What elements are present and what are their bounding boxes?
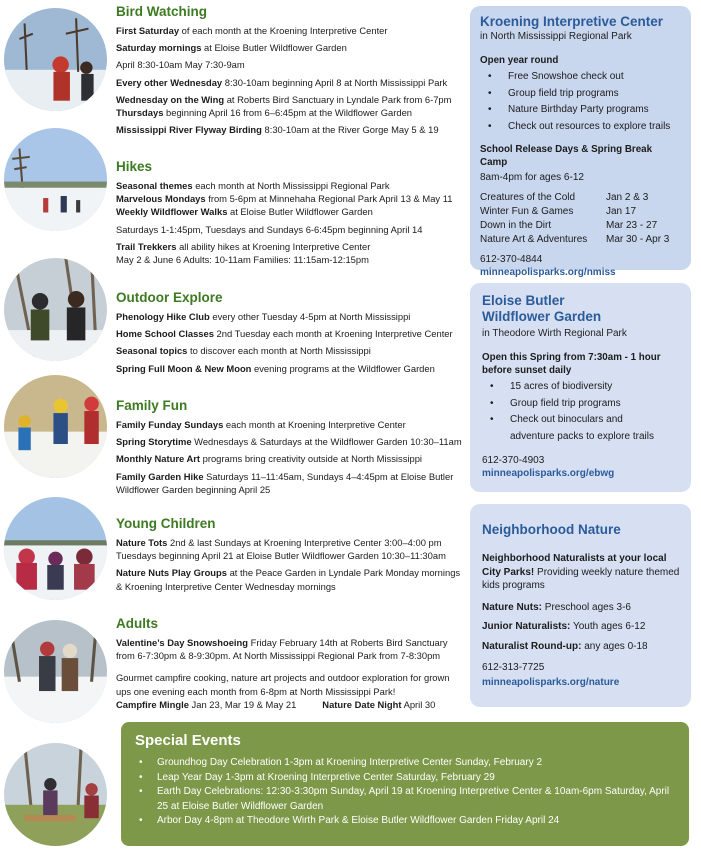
- list-item: Monthly Nature Art programs bring creativity outside at North Mississippi: [116, 453, 422, 465]
- section-heading: Special Events: [135, 732, 241, 749]
- card-title: Kroening Interpretive Center: [480, 14, 664, 29]
- list-item: April 8:30-10am May 7:30-9am: [116, 59, 245, 71]
- list-item: • Group field trip programs: [488, 86, 681, 103]
- list-item: • Check out binoculars and adventure packs to explore trails: [490, 412, 670, 445]
- section-heading: Family Fun: [116, 398, 188, 413]
- hikes-section: [116, 159, 466, 270]
- young-children-section: [116, 516, 466, 597]
- events-list: [139, 756, 675, 829]
- adults-photo: [4, 620, 107, 723]
- schedule-name: Nature Art & Adventures: [480, 234, 588, 246]
- card-text: Nature Nuts: Preschool ages 3-6: [482, 601, 631, 613]
- card-text: 8am-4pm for ages 6-12: [480, 172, 584, 183]
- list-item: Spring Full Moon & New Moon evening programs at the Wildflower Garden: [116, 362, 435, 374]
- card-text: Junior Naturalists: Youth ages 6-12: [482, 621, 646, 632]
- list-item: Mississippi River Flyway Birding 8:30-10am at the River Gorge May 5 & 19: [116, 124, 439, 136]
- special-events-panel: [121, 722, 689, 846]
- card-heading: Open this Spring from 7:30am - 1 hour before sunset daily: [482, 352, 661, 376]
- section-heading: Bird Watching: [116, 4, 207, 19]
- schedule-table: [480, 191, 681, 248]
- kroening-card: [470, 6, 691, 278]
- list-item: Every other Wednesday 8:30-10am beginning April 8 at North Mississippi Park: [116, 76, 448, 88]
- schedule-name: Down in the Dirt: [480, 219, 552, 231]
- schedule-date: Mar 30 - Apr 3: [606, 234, 670, 246]
- list-item: Saturday mornings at Eloise Butler Wildflower Garden: [116, 42, 347, 54]
- list-item: • Groundhog Day Celebration 1-3pm at Kroening Interpretive Center Sunday, February 2: [139, 756, 675, 771]
- schedule-name: Creatures of the Cold: [480, 191, 576, 203]
- card-heading: School Release Days & Spring Break Camp: [480, 144, 653, 168]
- phone: 612-370-4844: [480, 254, 543, 266]
- card-intro: Neighborhood Naturalists at your local City Parks! Providing weekly nature themed kids programs: [482, 553, 680, 591]
- list-item: • Leap Year Day 1-3pm at Kroening Interpretive Center Saturday, February 29: [139, 771, 675, 786]
- phone: 612-313-7725: [482, 662, 545, 673]
- section-heading: Adults: [116, 616, 158, 631]
- outdoor-explore-section: [116, 290, 466, 379]
- neighborhood-card: [470, 504, 691, 707]
- card-list: [488, 69, 681, 135]
- list-item: Trail Trekkers all ability hikes at Kroening Interpretive Center May 2 & June 6 Adults: 10-11am Families: 11:15am-12:15pm: [116, 240, 371, 266]
- list-item: Campfire Mingle Jan 23, Mar 19 & May 21 Nature Date Night April 30: [116, 698, 436, 710]
- card-list: [490, 379, 681, 445]
- list-item: Spring Storytime Wednesdays & Saturdays at the Wildflower Garden 10:30–11am: [116, 436, 462, 448]
- schedule-date: Jan 17: [606, 205, 637, 217]
- list-item: First Saturday of each month at the Kroening Interpretive Center: [116, 25, 388, 36]
- family-fun-section: [116, 398, 466, 500]
- schedule-date: Jan 2 & 3: [606, 191, 649, 203]
- young-children-photo: [4, 497, 107, 600]
- family-fun-photo: [4, 375, 107, 478]
- schedule-name: Winter Fun & Games: [480, 205, 574, 217]
- eloise-card: [470, 283, 691, 492]
- card-heading: Open year round: [480, 55, 559, 66]
- website-link[interactable]: minneapolisparks.org/nature: [482, 676, 620, 688]
- section-heading: Outdoor Explore: [116, 290, 223, 305]
- website-link[interactable]: minneapolisparks.org/ebwg: [482, 467, 615, 479]
- list-item: Nature Nuts Play Groups at the Peace Garden in Lyndale Park Monday mornings & Kroening Interpretive Center Wednesday mornings: [116, 567, 461, 592]
- list-item: Wednesday on the Wing at Roberts Bird Sanctuary in Lyndale Park from 6-7pm Thursdays beginning April 16 from 6–6:45pm at the Wildflower Garden: [116, 93, 452, 119]
- bird-watching-photo: [4, 8, 107, 111]
- phone: 612-370-4903: [482, 455, 545, 466]
- list-item: Nature Tots 2nd & last Sundays at Kroening Interpretive Center 3:00–4:00 pm Tuesdays beginning April 21 at Eloise Butler Wildflower Garden 10:30–11:30am: [116, 537, 446, 562]
- website-link[interactable]: minneapolisparks.org/nmiss: [480, 266, 616, 278]
- list-item: • Group field trip programs: [490, 396, 681, 413]
- special-events-photo: [4, 743, 107, 846]
- list-item: Valentine’s Day Snowshoeing Friday February 14th at Roberts Bird Sanctuary from 6-7:30pm & 8-9:30pm. At North Mississippi Regional Park from 7-8:30pm: [116, 637, 448, 662]
- card-title: Neighborhood Nature: [482, 522, 621, 537]
- list-item: Family Funday Sundays each month at Kroening Interpretive Center: [116, 419, 406, 430]
- list-item: • Earth Day Celebrations: 12:30-3:30pm Sunday, April 19 at Kroening Interpretive Center & 10am-6pm Saturday, April 25 at Eloise Butler Wildflower Garden: [139, 785, 675, 814]
- card-subtitle: in Theodore Wirth Regional Park: [482, 328, 627, 339]
- hikes-photo: [4, 128, 107, 231]
- section-heading: Young Children: [116, 516, 216, 531]
- list-item: Phenology Hike Club every other Tuesday 4-5pm at North Mississippi: [116, 311, 411, 322]
- list-item: Seasonal topics to discover each month at North Mississippi: [116, 345, 371, 357]
- list-item: Saturdays 1-1:45pm, Tuesdays and Sundays 6-6:45pm beginning April 14: [116, 223, 423, 235]
- list-item: Gourmet campfire cooking, nature art projects and outdoor exploration for grown ups one evening each month from 6-8pm at North Mississippi Park!: [116, 672, 450, 697]
- outdoor-explore-photo: [4, 258, 107, 361]
- card-text: Naturalist Round-up: any ages 0-18: [482, 640, 648, 652]
- list-item: • Nature Birthday Party programs: [488, 102, 681, 119]
- list-item: • Arbor Day 4-8pm at Theodore Wirth Park & Eloise Butler Wildflower Garden Friday April 24: [139, 814, 675, 829]
- bird-watching-section: [116, 4, 466, 140]
- list-item: • Free Snowshoe check out: [488, 69, 681, 86]
- section-heading: Hikes: [116, 159, 153, 174]
- schedule-date: Mar 23 - 27: [606, 219, 658, 231]
- card-title: Eloise Butler Wildflower Garden: [482, 293, 602, 324]
- list-item: Seasonal themes each month at North Mississippi Regional Park Marvelous Mondays from 5-6pm at Minnehaha Regional Park April 13 & May 11 Weekly Wildflower Walks at Eloise Butler Wildflower Garden: [116, 180, 453, 218]
- list-item: • Check out resources to explore trails: [488, 119, 681, 136]
- list-item: Family Garden Hike Saturdays 11–11:45am, Sundays 4–4:45pm at Eloise Butler Wildflower Garden beginning April 25: [116, 470, 454, 495]
- list-item: Home School Classes 2nd Tuesday each month at Kroening Interpretive Center: [116, 328, 453, 340]
- list-item: • 15 acres of biodiversity: [490, 379, 681, 396]
- card-subtitle: in North Mississippi Regional Park: [480, 31, 632, 42]
- adults-section: [116, 616, 466, 715]
